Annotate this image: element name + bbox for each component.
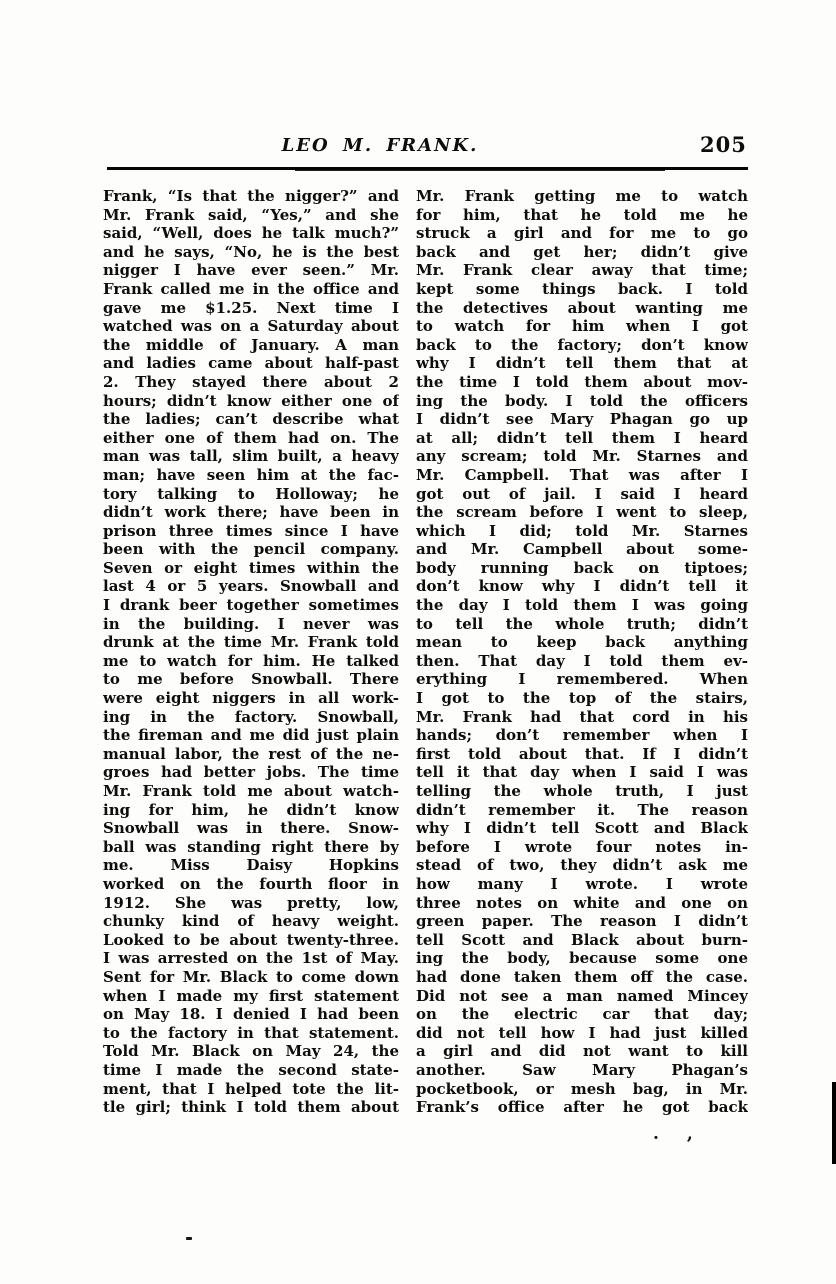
text-line: ball was standing right there by xyxy=(103,837,399,856)
text-line: first told about that. If I didn’t xyxy=(416,744,748,763)
text-line: erything I remembered. When xyxy=(416,670,748,689)
text-line: back and get her; didn’t give xyxy=(416,242,748,261)
text-line: chunky kind of heavy weight. xyxy=(103,912,399,931)
text-line: I drank beer together sometimes xyxy=(103,596,399,615)
text-line: pocketbook, or mesh bag, in Mr. xyxy=(416,1079,748,1098)
text-line: man was tall, slim built, a heavy xyxy=(103,447,399,466)
text-line: kept some things back. I told xyxy=(416,279,748,298)
text-line: in the building. I never was xyxy=(103,614,399,633)
text-line: body running back on tiptoes; xyxy=(416,558,748,577)
text-line: Looked to be about twenty-three. xyxy=(103,930,399,949)
text-line: Mr. Frank clear away that time; xyxy=(416,261,748,280)
text-line: don’t know why I didn’t tell it xyxy=(416,577,748,596)
text-line: ing for him, he didn’t know xyxy=(103,800,399,819)
text-line: worked on the fourth floor in xyxy=(103,874,399,893)
text-line: how many I wrote. I wrote xyxy=(416,874,748,893)
text-line: the scream before I went to sleep, xyxy=(416,503,748,522)
text-line: hours; didn’t know either one of xyxy=(103,391,399,410)
text-line: Told Mr. Black on May 24, the xyxy=(103,1042,399,1061)
text-line: me to watch for him. He talked xyxy=(103,651,399,670)
text-line: the ladies; can’t describe what xyxy=(103,410,399,429)
text-line: Mr. Frank told me about watch- xyxy=(103,782,399,800)
text-line: and Mr. Campbell about some- xyxy=(416,540,748,559)
text-line: time I made the second state- xyxy=(103,1060,399,1079)
text-line: why I didn’t tell Scott and Black xyxy=(416,819,748,838)
text-line: before I wrote four notes in- xyxy=(416,837,748,856)
text-line: mean to keep back anything xyxy=(416,633,748,652)
text-line: Mr. Frank had that cord in his xyxy=(416,707,748,726)
text-line: Frank, “Is that the nigger?” and xyxy=(103,187,399,205)
text-line: on the electric car that day; xyxy=(416,1005,748,1024)
text-line: Mr. Frank getting me to watch xyxy=(416,187,748,205)
text-line: then. That day I told them ev- xyxy=(416,651,748,670)
text-line: stead of two, they didn’t ask me xyxy=(416,856,748,875)
text-column-left xyxy=(103,187,399,1117)
text-line: groes had better jobs. The time xyxy=(103,763,399,782)
text-line: the fireman and me did just plain xyxy=(103,726,399,745)
text-line: I didn’t see Mary Phagan go up xyxy=(416,410,748,429)
text-line: hands; don’t remember when I xyxy=(416,726,748,745)
text-line: Seven or eight times within the xyxy=(103,558,399,577)
text-line: 2. They stayed there about 2 xyxy=(103,372,399,391)
text-line: I got to the top of the stairs, xyxy=(416,689,748,708)
text-line: I was arrested on the 1st of May. xyxy=(103,949,399,968)
text-line: any scream; told Mr. Starnes and xyxy=(416,447,748,466)
text-line: said, “Well, does he talk much?” xyxy=(103,224,399,243)
text-line: man; have seen him at the fac- xyxy=(103,465,399,484)
text-line: a girl and did not want to kill xyxy=(416,1042,748,1061)
text-line: which I did; told Mr. Starnes xyxy=(416,521,748,540)
text-line: three notes on white and one on xyxy=(416,893,748,912)
text-line: ing the body, because some one xyxy=(416,949,748,968)
text-line: either one of them had on. The xyxy=(103,428,399,447)
text-line: 1912. She was pretty, low, xyxy=(103,893,399,912)
text-column-right xyxy=(416,187,748,1117)
text-line: another. Saw Mary Phagan’s xyxy=(416,1060,748,1079)
text-line: when I made my first statement xyxy=(103,986,399,1005)
text-line: tle girl; think I told them about xyxy=(103,1098,399,1117)
text-line: the day I told them I was going xyxy=(416,596,748,615)
page-number: 205 xyxy=(700,132,747,157)
text-line: to watch for him when I got xyxy=(416,317,748,336)
ink-speck-artifact xyxy=(186,1237,192,1240)
text-line: watched was on a Saturday about xyxy=(103,317,399,336)
running-head-title: LEO M. FRANK. xyxy=(281,135,479,156)
text-line: the time I told them about mov- xyxy=(416,372,748,391)
text-line: Sent for Mr. Black to come down xyxy=(103,967,399,986)
text-line: didn’t work there; have been in xyxy=(103,503,399,522)
text-line: drunk at the time Mr. Frank told xyxy=(103,633,399,652)
text-line: on May 18. I denied I had been xyxy=(103,1005,399,1024)
text-line: ment, that I helped tote the lit- xyxy=(103,1079,399,1098)
text-line: and he says, “No, he is the best xyxy=(103,242,399,261)
text-line: to tell the whole truth; didn’t xyxy=(416,614,748,633)
text-line: prison three times since I have xyxy=(103,521,399,540)
text-line: tell Scott and Black about burn- xyxy=(416,930,748,949)
text-line: at all; didn’t tell them I heard xyxy=(416,428,748,447)
text-line: back to the factory; don’t know xyxy=(416,335,748,354)
text-line: struck a girl and for me to go xyxy=(416,224,748,243)
stray-type-marks: . , xyxy=(653,1124,694,1144)
text-line: were eight niggers in all work- xyxy=(103,689,399,708)
text-line: ing the body. I told the officers xyxy=(416,391,748,410)
text-line: did not tell how I had just killed xyxy=(416,1023,748,1042)
text-line: manual labor, the rest of the ne- xyxy=(103,744,399,763)
text-line: didn’t remember it. The reason xyxy=(416,800,748,819)
text-line: to the factory in that statement. xyxy=(103,1023,399,1042)
header-rule-scan-echo xyxy=(295,170,665,171)
text-line: to me before Snowball. There xyxy=(103,670,399,689)
text-line: why I didn’t tell them that at xyxy=(416,354,748,373)
text-line: telling the whole truth, I just xyxy=(416,782,748,800)
text-line: Mr. Campbell. That was after I xyxy=(416,465,748,484)
text-line: Did not see a man named Mincey xyxy=(416,986,748,1005)
text-line: nigger I have ever seen.” Mr. xyxy=(103,261,399,280)
text-line: for him, that he told me he xyxy=(416,205,748,224)
text-line: Mr. Frank said, “Yes,” and she xyxy=(103,205,399,224)
text-line: me. Miss Daisy Hopkins xyxy=(103,856,399,875)
text-line: and ladies came about half-past xyxy=(103,354,399,373)
text-line: Frank called me in the office and xyxy=(103,279,399,298)
text-line: the detectives about wanting me xyxy=(416,298,748,317)
text-line: got out of jail. I said I heard xyxy=(416,484,748,503)
text-line: the middle of January. A man xyxy=(103,335,399,354)
text-line: Frank’s office after he got back xyxy=(416,1098,748,1117)
text-line: ing in the factory. Snowball, xyxy=(103,707,399,726)
text-line: tory talking to Holloway; he xyxy=(103,484,399,503)
text-line: green paper. The reason I didn’t xyxy=(416,912,748,931)
text-line: tell it that day when I said I was xyxy=(416,763,748,782)
scan-edge-artifact xyxy=(832,1082,836,1164)
text-line: Snowball was in there. Snow- xyxy=(103,819,399,838)
text-line: been with the pencil company. xyxy=(103,540,399,559)
text-line: gave me $1.25. Next time I xyxy=(103,298,399,317)
text-line: had done taken them off the case. xyxy=(416,967,748,986)
text-line: last 4 or 5 years. Snowball and xyxy=(103,577,399,596)
